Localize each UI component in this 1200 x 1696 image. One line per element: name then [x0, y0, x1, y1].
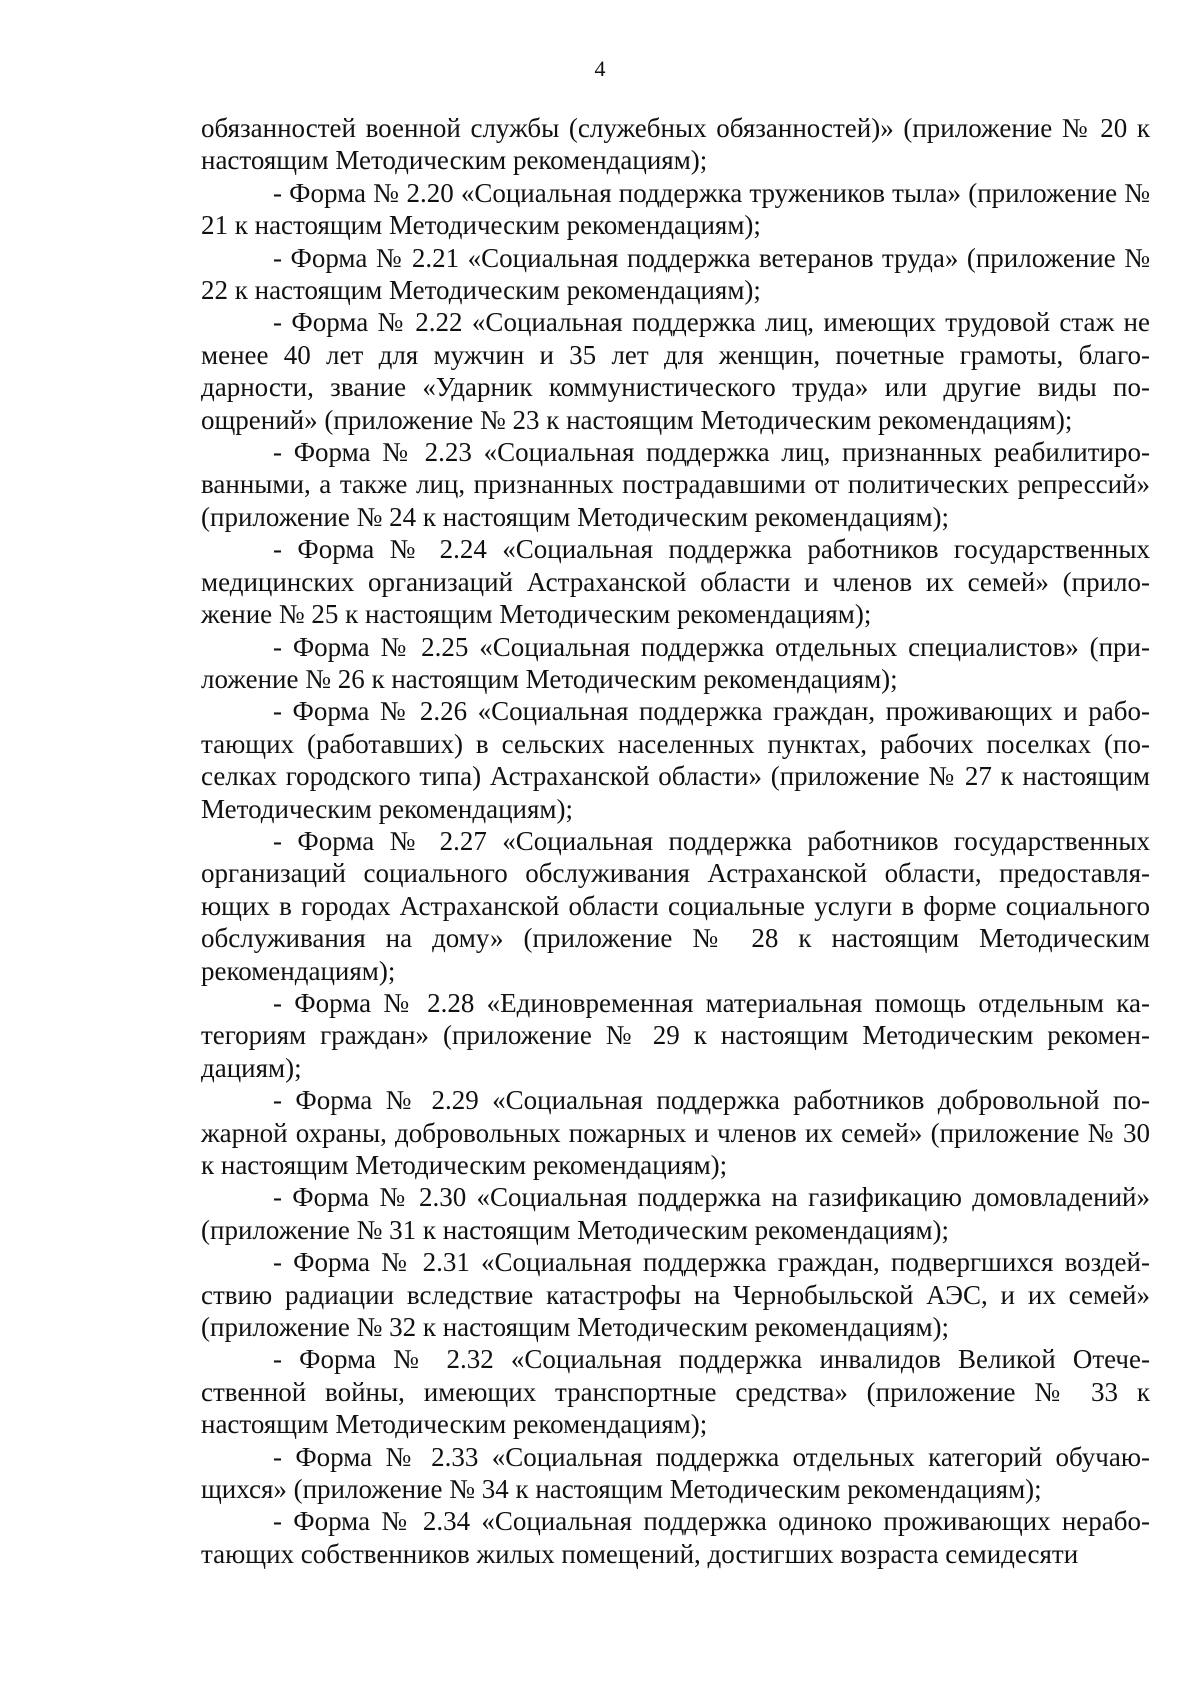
- paragraph-form-2-22: - Форма № 2.22 «Социальная поддержка лиц, имеющих трудовой стаж не менее 40 лет для мужчин и 35 лет для женщин, почетные грамоты, благодарности, звание «Ударник коммунистического труда» или другие виды поощрений» (приложение № 23 к настоящим Методическим рекомендациям);: [201, 307, 1150, 435]
- paragraph-form-2-23: - Форма № 2.23 «Социальная поддержка лиц, признанных реабилитированными, а также лиц, признанных пострадавшими от политических репрессий» (приложение № 24 к настоящим Методическим рекомендациям);: [201, 437, 1150, 532]
- paragraph-form-2-33: - Форма № 2.33 «Социальная поддержка отдельных категорий обучающихся» (приложение № 34 к настоящим Методическим рекомендациям);: [201, 1441, 1150, 1505]
- paragraph-form-2-25: - Форма № 2.25 «Социальная поддержка отдельных специалистов» (приложение № 26 к настоящим Методическим рекомендациям);: [201, 631, 1150, 694]
- page-number: 4: [594, 56, 606, 81]
- paragraph-form-2-29: - Форма № 2.29 «Социальная поддержка работников добровольной пожарной охраны, добровольных пожарных и членов их семей» (приложение № 30 к настоящим Методическим рекомендациям);: [201, 1085, 1150, 1180]
- paragraph-form-2-20: - Форма № 2.20 «Социальная поддержка тружеников тыла» (приложение № 21 к настоящим Методическим рекомендациям);: [201, 177, 1150, 241]
- paragraph-form-2-21: - Форма № 2.21 «Социальная поддержка ветеранов труда» (приложение № 22 к настоящим Методическим рекомендациям);: [201, 242, 1150, 306]
- paragraph-form-2-28: - Форма № 2.28 «Единовременная материальная помощь отдельным категориям граждан» (приложение № 29 к настоящим Методическим рекомендациям);: [201, 987, 1150, 1083]
- paragraph-form-2-30: - Форма № 2.30 «Социальная поддержка на газификацию домовладений» (приложение № 31 к настоящим Методическим рекомендациям);: [201, 1182, 1150, 1245]
- paragraph-form-2-26: - Форма № 2.26 «Социальная поддержка граждан, проживающих и работающих (работавших) в сельских населенных пунктах, рабочих поселках (поселках городского типа) Астраханской области» (приложение № 27 к настоящим Методическим рекомендациям);: [201, 696, 1150, 824]
- paragraph-form-2-34: - Форма № 2.34 «Социальная поддержка одиноко проживающих неработающих собственников жилых помещений, достигших возраста семидесяти: [201, 1506, 1150, 1569]
- paragraph-form-2-31: - Форма № 2.31 «Социальная поддержка граждан, подвергшихся воздействию радиации вследствие катастрофы на Чернобыльской АЭС, и их семей» (приложение № 32 к настоящим Методическим рекомендациям);: [201, 1247, 1150, 1343]
- paragraph-form-2-32: - Форма № 2.32 «Социальная поддержка инвалидов Великой Отечественной войны, имеющих транспортные средства» (приложение № 33 к настоящим Методическим рекомендациям);: [201, 1344, 1150, 1440]
- paragraph-continuation: обязанностей военной службы (служебных обязанностей)» (приложение № 20 к настоящим Методическим рекомендациям);: [201, 113, 1150, 176]
- document-body: [201, 112, 1150, 1570]
- paragraph-form-2-24: - Форма № 2.24 «Социальная поддержка работников государственных медицинских организаций Астраханской области и членов их семей» (приложение № 25 к настоящим Методическим рекомендациям);: [201, 534, 1150, 630]
- paragraph-form-2-27: - Форма № 2.27 «Социальная поддержка работников государственных организаций социального обслуживания Астраханской области, предоставляющих в городах Астраханской области социальные услуги в форме социального обслуживания на дому» (приложение № 28 к настоящим Методическим рекомендациям);: [201, 825, 1150, 986]
